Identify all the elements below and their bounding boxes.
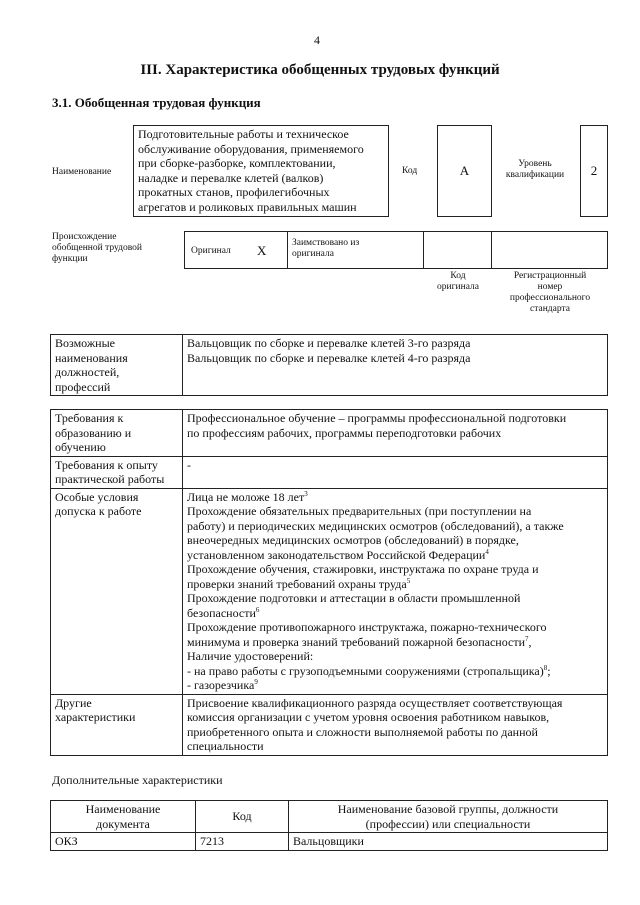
value-line: Профессиональное обучение – программы профессиональной подготовки <box>187 411 567 425</box>
level-label <box>492 159 578 181</box>
value-text: Лица не моложе 18 лет <box>187 489 305 504</box>
cell-document: ОКЗ <box>51 833 196 851</box>
positions-table <box>50 334 608 396</box>
level-label-line: квалификации <box>505 170 565 180</box>
table-row <box>51 801 608 833</box>
req-label <box>51 456 183 488</box>
origin-divider <box>491 232 492 268</box>
req-value <box>183 456 608 488</box>
origin-divider <box>423 232 424 268</box>
function-name-line: наладке и перевалке клетей (валков) <box>138 170 324 185</box>
positions-value <box>183 335 608 396</box>
borrowed-label-line: Заимствовано из <box>292 238 360 248</box>
origin-label-line: функции <box>52 254 88 264</box>
req-label <box>51 694 183 755</box>
code-value: А <box>459 163 470 178</box>
req-label <box>51 410 183 457</box>
cell-code: 7213 <box>196 833 289 851</box>
caption-line: Код <box>450 271 466 281</box>
value-text: проверки знаний требований охраны труда <box>187 576 407 591</box>
header-line: (профессии) или специальности <box>365 816 531 831</box>
value-text: Наличие удостоверений: <box>187 649 314 663</box>
table-row <box>51 410 608 457</box>
value-line <box>187 548 603 563</box>
code-box <box>437 125 492 217</box>
caption-line: стандарта <box>530 304 570 314</box>
level-value: 2 <box>590 163 598 178</box>
value-text: Прохождение противопожарного инструктажа, пожарно-технического <box>187 620 547 634</box>
function-name-line: агрегатов и роликовых правильных машин <box>138 199 357 214</box>
value-text: внеочередных медицинских осмотров (обследований) в порядке, <box>187 533 519 547</box>
value-text: Прохождение обучения, стажировки, инструктажа по охране труда и <box>187 562 539 576</box>
value-text: работу) и периодических медицинских осмотров (обследований), а также <box>187 518 564 533</box>
label-line: профессий <box>55 379 111 394</box>
value-line: специальности <box>187 739 264 753</box>
value-line <box>187 577 603 592</box>
table-row <box>51 335 608 396</box>
table-row <box>51 488 608 694</box>
caption-line: профессионального <box>509 293 591 303</box>
value-line <box>187 606 603 621</box>
value-line <box>187 490 603 505</box>
footnote-ref: 6 <box>255 605 260 614</box>
name-label: Наименование <box>52 167 112 177</box>
value-text: безопасности <box>187 605 256 620</box>
footnote-ref: 7 <box>525 634 529 643</box>
punctuation: , <box>528 634 532 649</box>
page-number: 4 <box>314 33 320 47</box>
label-line: Требования к <box>55 411 124 425</box>
value-line: приобретенного опыта и сложности выполняемой работы по данной <box>187 724 538 739</box>
table-row <box>51 833 608 851</box>
header-document <box>51 801 196 833</box>
additional-title: Дополнительные характеристики <box>52 773 223 787</box>
header-base-group <box>289 801 608 833</box>
value-text: - газорезчика <box>187 678 255 692</box>
footnote-ref: 3 <box>304 489 308 498</box>
value-text: Прохождение обязательных предварительных (при поступлении на <box>187 504 532 518</box>
borrowed-label <box>292 238 359 260</box>
header-line: документа <box>96 816 150 831</box>
value-line <box>187 635 603 650</box>
borrowed-label-line: оригинала <box>292 249 334 259</box>
subsection-title: 3.1. Обобщенная трудовая функция <box>52 95 261 110</box>
value-line <box>187 519 603 534</box>
label-line: характеристики <box>55 710 136 724</box>
value-text: установленном законодательством Российской Федерации <box>187 547 486 562</box>
punctuation: ; <box>547 663 551 678</box>
code-original-caption <box>425 271 491 293</box>
caption-line: номер <box>537 282 563 292</box>
value-text: Прохождение подготовки и аттестации в области промышленной <box>187 591 521 605</box>
caption-line: Регистрационный <box>513 271 587 281</box>
value-line <box>187 620 603 635</box>
value-line <box>187 533 603 548</box>
positions-label <box>51 335 183 396</box>
req-value <box>183 488 608 694</box>
label-line: наименования <box>55 350 128 365</box>
label-line: Возможные <box>55 336 115 350</box>
function-name-line: Подготовительные работы и техническое <box>138 127 349 141</box>
value-line <box>187 649 603 664</box>
value-line <box>187 664 603 679</box>
caption-line: оригинала <box>437 282 479 292</box>
section-title: III. Характеристика обобщенных трудовых функций <box>140 62 500 78</box>
header-line: Наименование базовой группы, должности <box>337 802 559 816</box>
position-name: Вальцовщик по сборке и перевалке клетей 4-го разряда <box>187 350 471 365</box>
value-line <box>187 562 603 577</box>
additional-table <box>50 800 608 851</box>
value-line: комиссия организации с учетом уровня освоения работником навыков, <box>187 710 550 724</box>
label-line: Требования к опыту <box>55 457 158 472</box>
requirements-table <box>50 409 608 756</box>
function-name-line: обслуживание оборудования, применяемого <box>138 141 364 156</box>
value-line: по профессиям рабочих, программы переподготовки рабочих <box>187 425 502 440</box>
value-line: - <box>187 457 191 472</box>
header-code: Код <box>196 801 289 833</box>
value-text: - на право работы с грузоподъемными сооружениями (стропальщика) <box>187 663 544 678</box>
label-line: образованию и <box>55 425 132 440</box>
origin-label <box>52 232 142 265</box>
label-line: Другие <box>55 695 92 710</box>
value-text: минимума и проверка знаний требований пожарной безопасности <box>187 634 526 649</box>
function-name-line: при сборке-разборке, комплектовании, <box>138 156 336 170</box>
header-line: Наименование <box>85 802 161 816</box>
value-line <box>187 591 603 606</box>
position-name: Вальцовщик по сборке и перевалке клетей 3-го разряда <box>187 336 471 350</box>
req-label <box>51 488 183 694</box>
cell-name: Вальцовщики <box>289 833 608 851</box>
origin-row <box>184 231 608 269</box>
label-line: должностей, <box>55 365 120 379</box>
footnote-ref: 5 <box>406 576 411 585</box>
value-line <box>187 678 603 693</box>
level-box <box>580 125 608 217</box>
table-row <box>51 694 608 755</box>
label-line: практической работы <box>55 472 165 486</box>
registration-caption <box>492 271 608 315</box>
function-name <box>138 127 364 214</box>
label-line: Особые условия <box>55 489 139 504</box>
footnote-ref: 8 <box>543 663 548 672</box>
req-value <box>183 694 608 755</box>
origin-divider <box>287 232 288 268</box>
origin-label-line: обобщенной трудовой <box>52 243 142 253</box>
code-label: Код <box>402 166 418 176</box>
req-value <box>183 410 608 457</box>
value-line: Присвоение квалификационного разряда осуществляет соответствующая <box>187 695 563 710</box>
original-label: Оригинал <box>191 246 231 256</box>
value-line <box>187 504 603 519</box>
footnote-ref: 4 <box>485 547 489 556</box>
original-mark: X <box>257 243 267 258</box>
footnote-ref: 9 <box>254 678 258 686</box>
level-label-line: Уровень <box>518 159 552 169</box>
function-name-line: прокатных станов, профилегибочных <box>138 185 330 199</box>
table-row <box>51 456 608 488</box>
function-name-box <box>133 125 389 217</box>
origin-label-line: Происхождение <box>52 232 117 242</box>
label-line: допуска к работе <box>55 504 142 518</box>
label-line: обучению <box>55 440 106 454</box>
